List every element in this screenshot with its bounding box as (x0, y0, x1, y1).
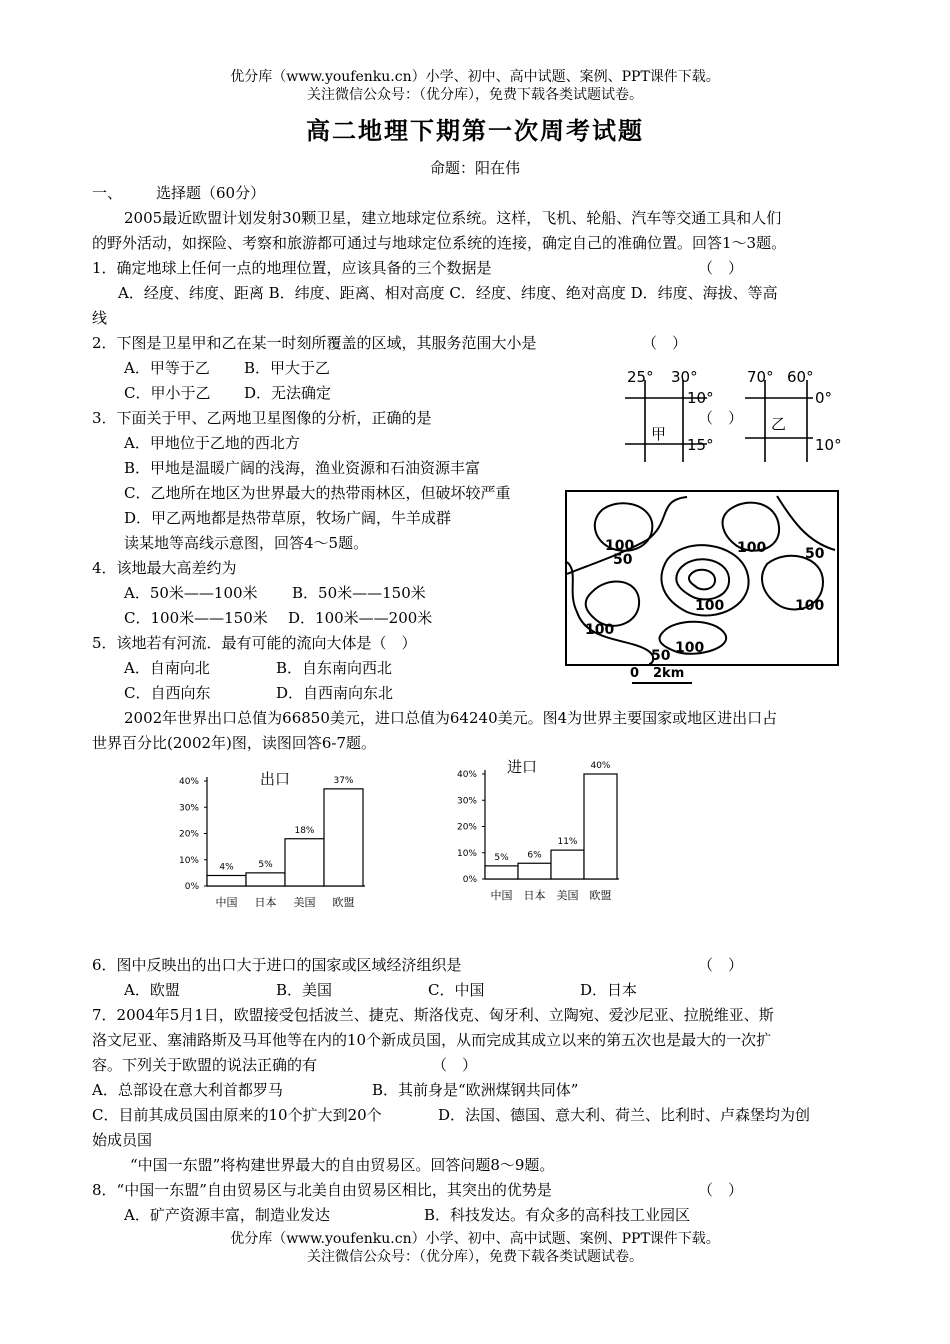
contour-line-50-south (567, 562, 653, 664)
contour-label-7: 100 (585, 622, 615, 638)
contour-label-1: 100 (605, 538, 635, 554)
yi-lat-bottom: 10° (815, 436, 842, 454)
export-y-tick-label: 10% (178, 855, 199, 866)
q2-paren: （ ） (642, 334, 688, 352)
q1-options: A．经度、纬度、距离 B．纬度、距离、相对高度 C．经度、纬度、绝对高度 D．纬度、海拔、等高 (118, 284, 778, 302)
contour-line-100-sw (586, 582, 639, 626)
q4-option-b: B．50米——150米 (292, 584, 426, 602)
export-bar-value-label: 4% (219, 862, 234, 873)
intro-3-line-1: 2002年世界出口总值为66850美元，进口总值为64240美元。图4为世界主要国家或地区进出口占 (124, 709, 778, 727)
export-bar-value-label: 18% (294, 825, 315, 836)
intro-2: 读某地等高线示意图，回答4～5题。 (124, 534, 369, 552)
q5-option-d: D．自西南向东北 (276, 684, 394, 702)
q3-option-d: D．甲乙两地都是热带草原，牧场广阔，牛羊成群 (124, 509, 452, 527)
contour-label-4: 50 (805, 546, 825, 562)
q4-option-d: D．100米——200米 (288, 609, 433, 627)
footer-line-1: 优分库（www.youfenku.cn）小学、初中、高中试题、案例、PPT课件下载。 (230, 1231, 720, 1247)
export-y-tick-label: 20% (178, 829, 199, 840)
q5-stem: 5．该地若有河流．最有可能的流向大体是（ ） (92, 634, 417, 652)
q2-option-d: D．无法确定 (244, 384, 332, 402)
export-bar (207, 876, 246, 887)
q6-option-b: B．美国 (276, 981, 333, 999)
import-bar (551, 850, 584, 879)
q3-paren: （ ） (698, 409, 744, 427)
q7-option-b: B．其前身是“欧洲煤钢共同体” (372, 1081, 579, 1099)
q1-paren: （ ） (698, 259, 744, 277)
q6-paren: （ ） (698, 956, 744, 974)
header-line-2: 关注微信公众号：（优分库），免费下载各类试题试卷。 (307, 87, 643, 103)
export-bar-value-label: 37% (333, 775, 354, 786)
author: 命题：阳在伟 (429, 159, 520, 177)
export-chart-content (179, 770, 365, 909)
jia-lat-top: 10° (687, 389, 714, 407)
import-y-tick-label: 40% (456, 770, 477, 780)
contour-scale-bar (632, 682, 692, 684)
jia-lon-right: 30° (671, 368, 698, 386)
yi-lon-right: 60° (787, 368, 814, 386)
import-bar (584, 774, 617, 879)
q1-stem: 1．确定地球上任何一点的地理位置，应该具备的三个数据是 (92, 259, 492, 277)
import-category-label: 日本 (523, 889, 546, 902)
import-category-label: 中国 (490, 889, 513, 902)
contour-line-hilltop (689, 570, 715, 590)
q8-paren: （ ） (698, 1181, 744, 1199)
import-y-tick-label: 30% (456, 796, 477, 807)
import-category-label: 美国 (556, 889, 579, 902)
import-chart-content (457, 758, 619, 902)
contour-line-50-east (777, 496, 835, 550)
q5-option-b: B．自东南向西北 (276, 659, 393, 677)
q2-option-c: C．甲小于乙 (124, 384, 211, 402)
q2-option-a: A．甲等于乙 (124, 359, 210, 377)
q7-paren: （ ） (432, 1056, 478, 1074)
import-bar (518, 863, 551, 879)
export-bar (246, 873, 285, 886)
export-category-label: 中国 (215, 896, 238, 909)
section-label: 选择题（60分） (156, 184, 266, 202)
contour-scale-label: 2km (653, 666, 685, 681)
export-chart-title: 出口 (259, 770, 291, 788)
yi-lon-left: 70° (747, 368, 774, 386)
q7-line-3: 容。下列关于欧盟的说法正确的有 (92, 1056, 318, 1074)
yi-lat-top: 0° (815, 389, 833, 407)
q8-option-a: A．矿产资源丰富，制造业发达 (124, 1206, 330, 1224)
q6-stem: 6．图中反映出的出口大于进口的国家或区域经济组织是 (92, 956, 462, 974)
contour-label-5: 100 (695, 598, 725, 614)
intro-4: “中国一东盟”将构建世界最大的自由贸易区。回答问题8～9题。 (130, 1156, 555, 1174)
export-category-label: 美国 (293, 896, 316, 909)
intro-3-line-2: 世界百分比(2002年)图，读图回答6-7题。 (92, 734, 377, 752)
import-bar-value-label: 40% (590, 761, 611, 771)
export-category-label: 日本 (254, 896, 277, 909)
q3-option-a: A．甲地位于乙地的西北方 (124, 434, 300, 452)
q1-options-cont: 线 (92, 309, 108, 327)
contour-label-6: 100 (795, 598, 825, 614)
q5-option-c: C．自西向东 (124, 684, 211, 702)
import-y-tick-label: 10% (456, 848, 477, 859)
export-y-tick-label: 40% (178, 777, 199, 787)
q4-option-a: A．50米——100米 (124, 584, 258, 602)
import-y-tick-label: 20% (456, 822, 477, 833)
export-y-tick-label: 30% (178, 803, 199, 814)
q8-option-b: B．科技发达。有众多的高科技工业园区 (424, 1206, 691, 1224)
import-bar-chart (445, 755, 635, 910)
yi-label: 乙 (771, 415, 787, 433)
contour-label-2: 50 (613, 552, 633, 568)
export-bar (285, 839, 324, 886)
import-bar-value-label: 5% (494, 852, 509, 863)
q6-option-d: D．日本 (580, 981, 638, 999)
contour-map (565, 490, 839, 666)
contour-scale-zero: 0 (630, 666, 640, 681)
import-bar (485, 866, 518, 879)
contour-line-150-centre (676, 559, 729, 599)
jia-lon-left: 25° (627, 368, 654, 386)
q6-option-c: C．中国 (428, 981, 485, 999)
q3-option-b: B．甲地是温暖广阔的浅海，渔业资源和石油资源丰富 (124, 459, 481, 477)
q4-stem: 4．该地最大高差约为 (92, 559, 237, 577)
intro-1-line-2: 的野外活动，如探险、考察和旅游都可通过与地球定位系统的连接，确定自己的准确位置。回答1～3题。 (92, 234, 787, 252)
import-chart-title: 进口 (506, 758, 538, 776)
q5-option-a: A．自南向北 (124, 659, 210, 677)
q7-option-c: C．目前其成员国由原来的10个扩大到20个 (92, 1106, 382, 1124)
export-bar-chart (165, 762, 375, 917)
q8-stem: 8．“中国一东盟”自由贸易区与北美自由贸易区相比，其突出的优势是 (92, 1181, 552, 1199)
q7-option-a: A．总部设在意大利首都罗马 (92, 1081, 283, 1099)
import-bar-value-label: 11% (557, 837, 578, 848)
intro-1-line-1: 2005最近欧盟计划发射30颗卫星，建立地球定位系统。这样，飞机、轮船、汽车等交通工具和人们 (124, 209, 782, 227)
jia-label: 甲 (651, 425, 667, 443)
page-title: 高二地理下期第一次周考试题 (306, 116, 644, 145)
q2-stem: 2．下图是卫星甲和乙在某一时刻所覆盖的区域，其服务范围大小是 (92, 334, 537, 352)
export-y-tick-label: 0% (184, 882, 199, 892)
header-line-1: 优分库（www.youfenku.cn）小学、初中、高中试题、案例、PPT课件下载。 (230, 69, 720, 85)
q2-option-b: B．甲大于乙 (244, 359, 331, 377)
section-number: 一、 (92, 184, 123, 202)
q4-option-c: C．100米——150米 (124, 609, 268, 627)
q7-option-d: D．法国、德国、意大利、荷兰、比利时、卢森堡均为创 (438, 1106, 811, 1124)
q7-line-2: 洛文尼亚、塞浦路斯及马耳他等在内的10个新成员国，从而完成其成立以来的第五次也是最大的一次扩 (92, 1031, 772, 1049)
q3-stem: 3．下面关于甲、乙两地卫星图像的分析，正确的是 (92, 409, 432, 427)
q7-line-1: 7．2004年5月1日，欧盟接受包括波兰、捷克、斯洛伐克、匈牙利、立陶宛、爱沙尼亚、拉脱维亚、斯 (92, 1006, 774, 1024)
jia-lat-bottom: 15° (687, 436, 714, 454)
q7-option-d-cont: 始成员国 (92, 1131, 153, 1149)
import-category-label: 欧盟 (589, 889, 612, 902)
contour-label-3: 100 (737, 540, 767, 556)
q6-option-a: A．欧盟 (124, 981, 180, 999)
export-bar-value-label: 5% (258, 859, 273, 870)
q3-option-c: C．乙地所在地区为世界最大的热带雨林区，但破坏较严重 (124, 484, 511, 502)
contour-label-9: 100 (675, 640, 705, 656)
export-category-label: 欧盟 (332, 896, 355, 909)
export-bar (324, 789, 363, 886)
import-bar-value-label: 6% (527, 850, 542, 861)
footer-line-2: 关注微信公众号：（优分库），免费下载各类试题试卷。 (307, 1249, 643, 1265)
import-y-tick-label: 0% (462, 875, 477, 885)
contour-label-8: 50 (651, 648, 671, 664)
